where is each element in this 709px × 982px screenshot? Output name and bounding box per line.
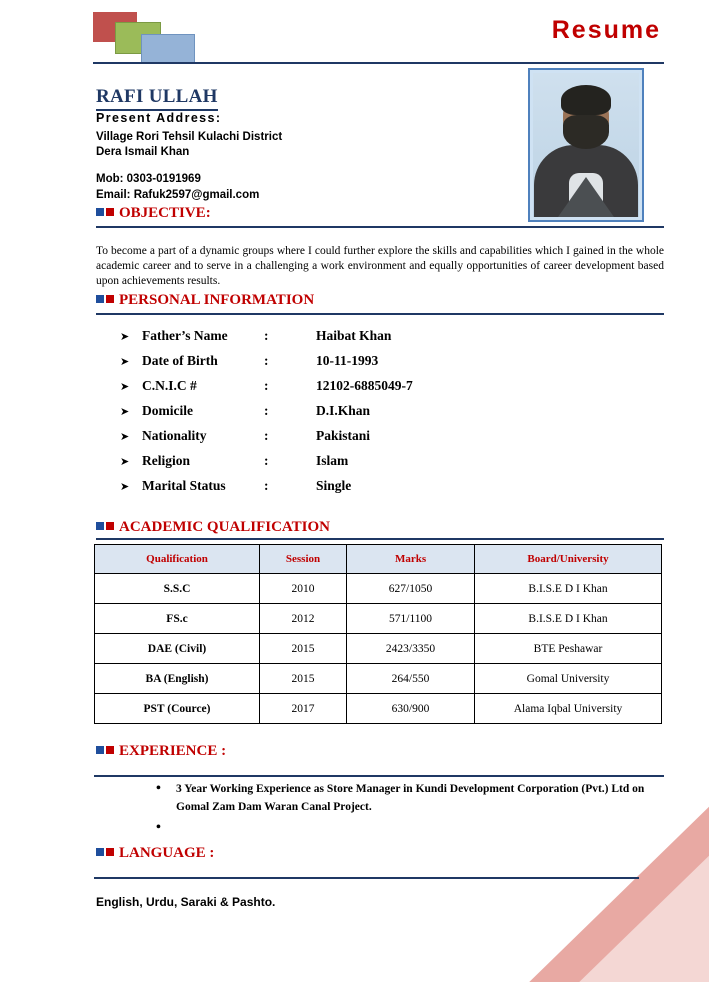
column-header-marks: Marks	[347, 545, 475, 574]
square-bullet-red-icon	[106, 746, 114, 754]
academic-qualification-table	[94, 544, 662, 724]
field-separator: :	[264, 453, 269, 468]
academic-qualification-divider	[96, 538, 664, 540]
field-separator: :	[264, 428, 269, 443]
address-label: Present Address:	[96, 111, 222, 125]
field-separator: :	[264, 353, 269, 368]
experience-divider	[94, 775, 664, 777]
cell-qualification: FS.c	[95, 604, 260, 634]
cell-board: Gomal University	[475, 664, 662, 694]
section-heading-personal-information	[96, 292, 314, 309]
cell-session: 2015	[260, 634, 347, 664]
cell-qualification: DAE (Civil)	[95, 634, 260, 664]
field-separator: :	[264, 478, 269, 493]
square-bullet-blue-icon	[96, 295, 104, 303]
list-item	[120, 453, 640, 478]
section-heading-language	[96, 845, 214, 862]
candidate-photo	[528, 68, 644, 222]
list-item	[120, 328, 640, 353]
field-label: Date of Birth	[142, 353, 218, 368]
cell-marks: 630/900	[347, 694, 475, 724]
table-header-row	[95, 545, 662, 574]
personal-information-divider	[96, 313, 664, 315]
candidate-name-text: RAFI ULLAH	[96, 86, 218, 107]
arrow-bullet-icon: ➤	[120, 430, 130, 443]
mobile-number: Mob: 0303-0191969	[96, 173, 201, 185]
square-bullet-blue-icon	[96, 746, 104, 754]
list-item	[120, 428, 640, 453]
section-heading-academic-qualification	[96, 519, 330, 536]
header-divider	[93, 62, 664, 64]
language-body: English, Urdu, Saraki & Pashto.	[96, 895, 276, 909]
objective-body: To become a part of a dynamic groups where I could further explore the skills and capabilities which I gained in the whole academic career and to serve in a challenging a work environment and equally opportunities of career development based upon achievements results.	[96, 245, 664, 288]
section-heading-language-label: LANGUAGE :	[119, 845, 215, 861]
list-item	[120, 403, 640, 428]
section-heading-objective	[96, 205, 211, 222]
cell-board: Alama Iqbal University	[475, 694, 662, 724]
cell-session: 2015	[260, 664, 347, 694]
document-title: Resume	[551, 16, 661, 44]
column-header-qualification: Qualification	[95, 545, 260, 574]
cell-session: 2012	[260, 604, 347, 634]
field-value: Islam	[316, 453, 349, 468]
cell-board: BTE Peshawar	[475, 634, 662, 664]
arrow-bullet-icon: ➤	[120, 455, 130, 468]
field-label: Nationality	[142, 428, 207, 443]
photo-beard	[563, 115, 609, 149]
photo-hair	[561, 85, 611, 115]
cell-marks: 627/1050	[347, 574, 475, 604]
field-value: D.I.Khan	[316, 403, 371, 418]
cell-board: B.I.S.E D I Khan	[475, 574, 662, 604]
field-value: Single	[316, 478, 352, 493]
field-label: Marital Status	[142, 478, 226, 493]
table-row	[95, 694, 662, 724]
field-label: Religion	[142, 453, 191, 468]
cell-qualification: BA (English)	[95, 664, 260, 694]
square-bullet-red-icon	[106, 848, 114, 856]
cell-marks: 2423/3350	[347, 634, 475, 664]
cell-qualification: S.S.C	[95, 574, 260, 604]
square-bullet-blue-icon	[96, 848, 104, 856]
cell-board: B.I.S.E D I Khan	[475, 604, 662, 634]
arrow-bullet-icon: ➤	[120, 330, 130, 343]
section-heading-objective-label: OBJECTIVE:	[119, 205, 211, 221]
list-item	[120, 353, 640, 378]
field-label: C.N.I.C #	[142, 378, 197, 393]
field-value: 10-11-1993	[316, 353, 379, 368]
square-bullet-red-icon	[106, 522, 114, 530]
field-value: Haibat Khan	[316, 328, 392, 343]
logo-block-blue	[141, 34, 195, 64]
address-line-1: Village Rori Tehsil Kulachi District	[96, 131, 283, 143]
list-item	[120, 478, 640, 503]
square-bullet-red-icon	[106, 208, 114, 216]
field-value: Pakistani	[316, 428, 371, 443]
language-divider	[94, 877, 639, 879]
arrow-bullet-icon: ➤	[120, 355, 130, 368]
email-address: Email: Rafuk2597@gmail.com	[96, 189, 260, 201]
photo-inner	[533, 73, 639, 217]
list-item: • 3 Year Working Experience as Store Manager in Kundi Development Corporation (Pvt.) Ltd on Gomal Zam Dam Waran Canal Project.	[150, 780, 660, 817]
field-value: 12102-6885049-7	[316, 378, 413, 393]
arrow-bullet-icon: ➤	[120, 480, 130, 493]
arrow-bullet-icon: ➤	[120, 380, 130, 393]
cell-session: 2010	[260, 574, 347, 604]
candidate-name	[96, 86, 218, 111]
objective-divider	[96, 226, 664, 228]
cell-qualification: PST (Cource)	[95, 694, 260, 724]
square-bullet-red-icon	[106, 295, 114, 303]
color-blocks-logo	[93, 12, 198, 60]
cell-session: 2017	[260, 694, 347, 724]
personal-information-list	[120, 328, 640, 503]
column-header-board: Board/University	[475, 545, 662, 574]
address-line-2: Dera Ismail Khan	[96, 146, 190, 158]
cell-marks: 264/550	[347, 664, 475, 694]
cell-marks: 571/1100	[347, 604, 475, 634]
section-heading-experience-label: EXPERIENCE :	[119, 743, 227, 759]
column-header-session: Session	[260, 545, 347, 574]
list-item	[150, 821, 660, 835]
field-separator: :	[264, 403, 269, 418]
field-separator: :	[264, 378, 269, 393]
table-row	[95, 574, 662, 604]
square-bullet-blue-icon	[96, 522, 104, 530]
section-heading-personal-information-label: PERSONAL INFORMATION	[119, 292, 315, 308]
square-bullet-blue-icon	[96, 208, 104, 216]
section-heading-academic-qualification-label: ACADEMIC QUALIFICATION	[119, 519, 330, 535]
table-row	[95, 634, 662, 664]
corner-triangle-light	[569, 846, 709, 982]
table-row	[95, 604, 662, 634]
experience-list	[150, 780, 660, 835]
list-item	[120, 378, 640, 403]
table-row	[95, 664, 662, 694]
section-heading-experience	[96, 743, 226, 760]
arrow-bullet-icon: ➤	[120, 405, 130, 418]
field-separator: :	[264, 328, 269, 343]
field-label: Domicile	[142, 403, 193, 418]
field-label: Father’s Name	[142, 328, 228, 343]
